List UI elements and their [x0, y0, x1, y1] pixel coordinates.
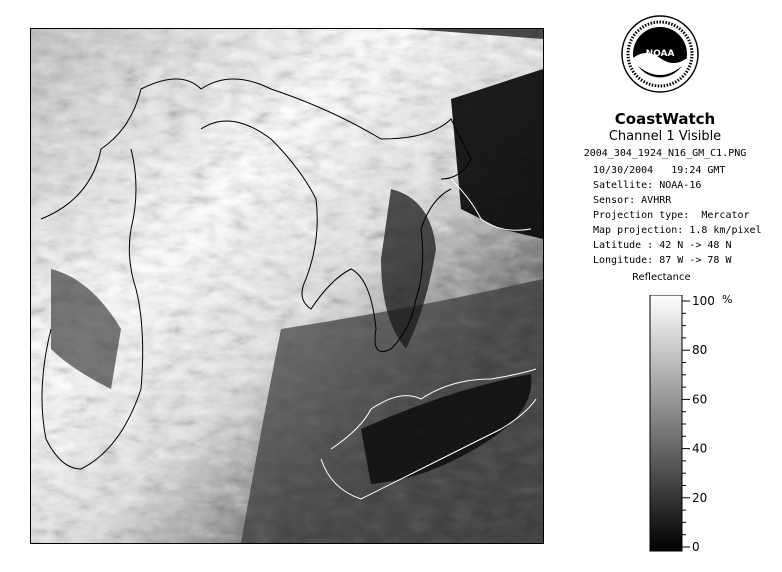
noaa-logo-text: NOAA	[645, 49, 675, 59]
scale-tick-label: 0	[692, 540, 700, 554]
reflectance-scale	[630, 295, 780, 555]
projection-type: Projection type: Mercator	[593, 210, 750, 221]
satellite: Satellite: NOAA-16	[593, 180, 702, 191]
app-title: CoastWatch	[614, 110, 716, 128]
scale-tick-label: 40	[692, 441, 708, 456]
sensor: Sensor: AVHRR	[593, 195, 672, 206]
noaa-logo	[620, 14, 700, 114]
latitude: Latitude : 42 N -> 48 N	[593, 240, 732, 251]
scale-bar	[650, 295, 682, 551]
scale-unit: %	[722, 295, 733, 306]
scale-tick-label: 60	[692, 392, 708, 407]
map-projection: Map projection: 1.8 km/pixel	[593, 225, 762, 236]
scale-label: Reflectance	[632, 272, 691, 283]
scale-tick-label: 100	[692, 295, 715, 308]
scale-tick-label: 20	[692, 490, 708, 505]
satellite-image	[30, 28, 544, 544]
datetime: 10/30/2004 19:24 GMT	[593, 165, 726, 176]
channel-subtitle: Channel 1 Visible	[608, 129, 722, 144]
longitude: Longitude: 87 W -> 78 W	[593, 255, 732, 266]
filename: 2004_304_1924_N16_GM_C1.PNG	[583, 148, 747, 159]
scale-tick-label: 80	[692, 343, 708, 358]
